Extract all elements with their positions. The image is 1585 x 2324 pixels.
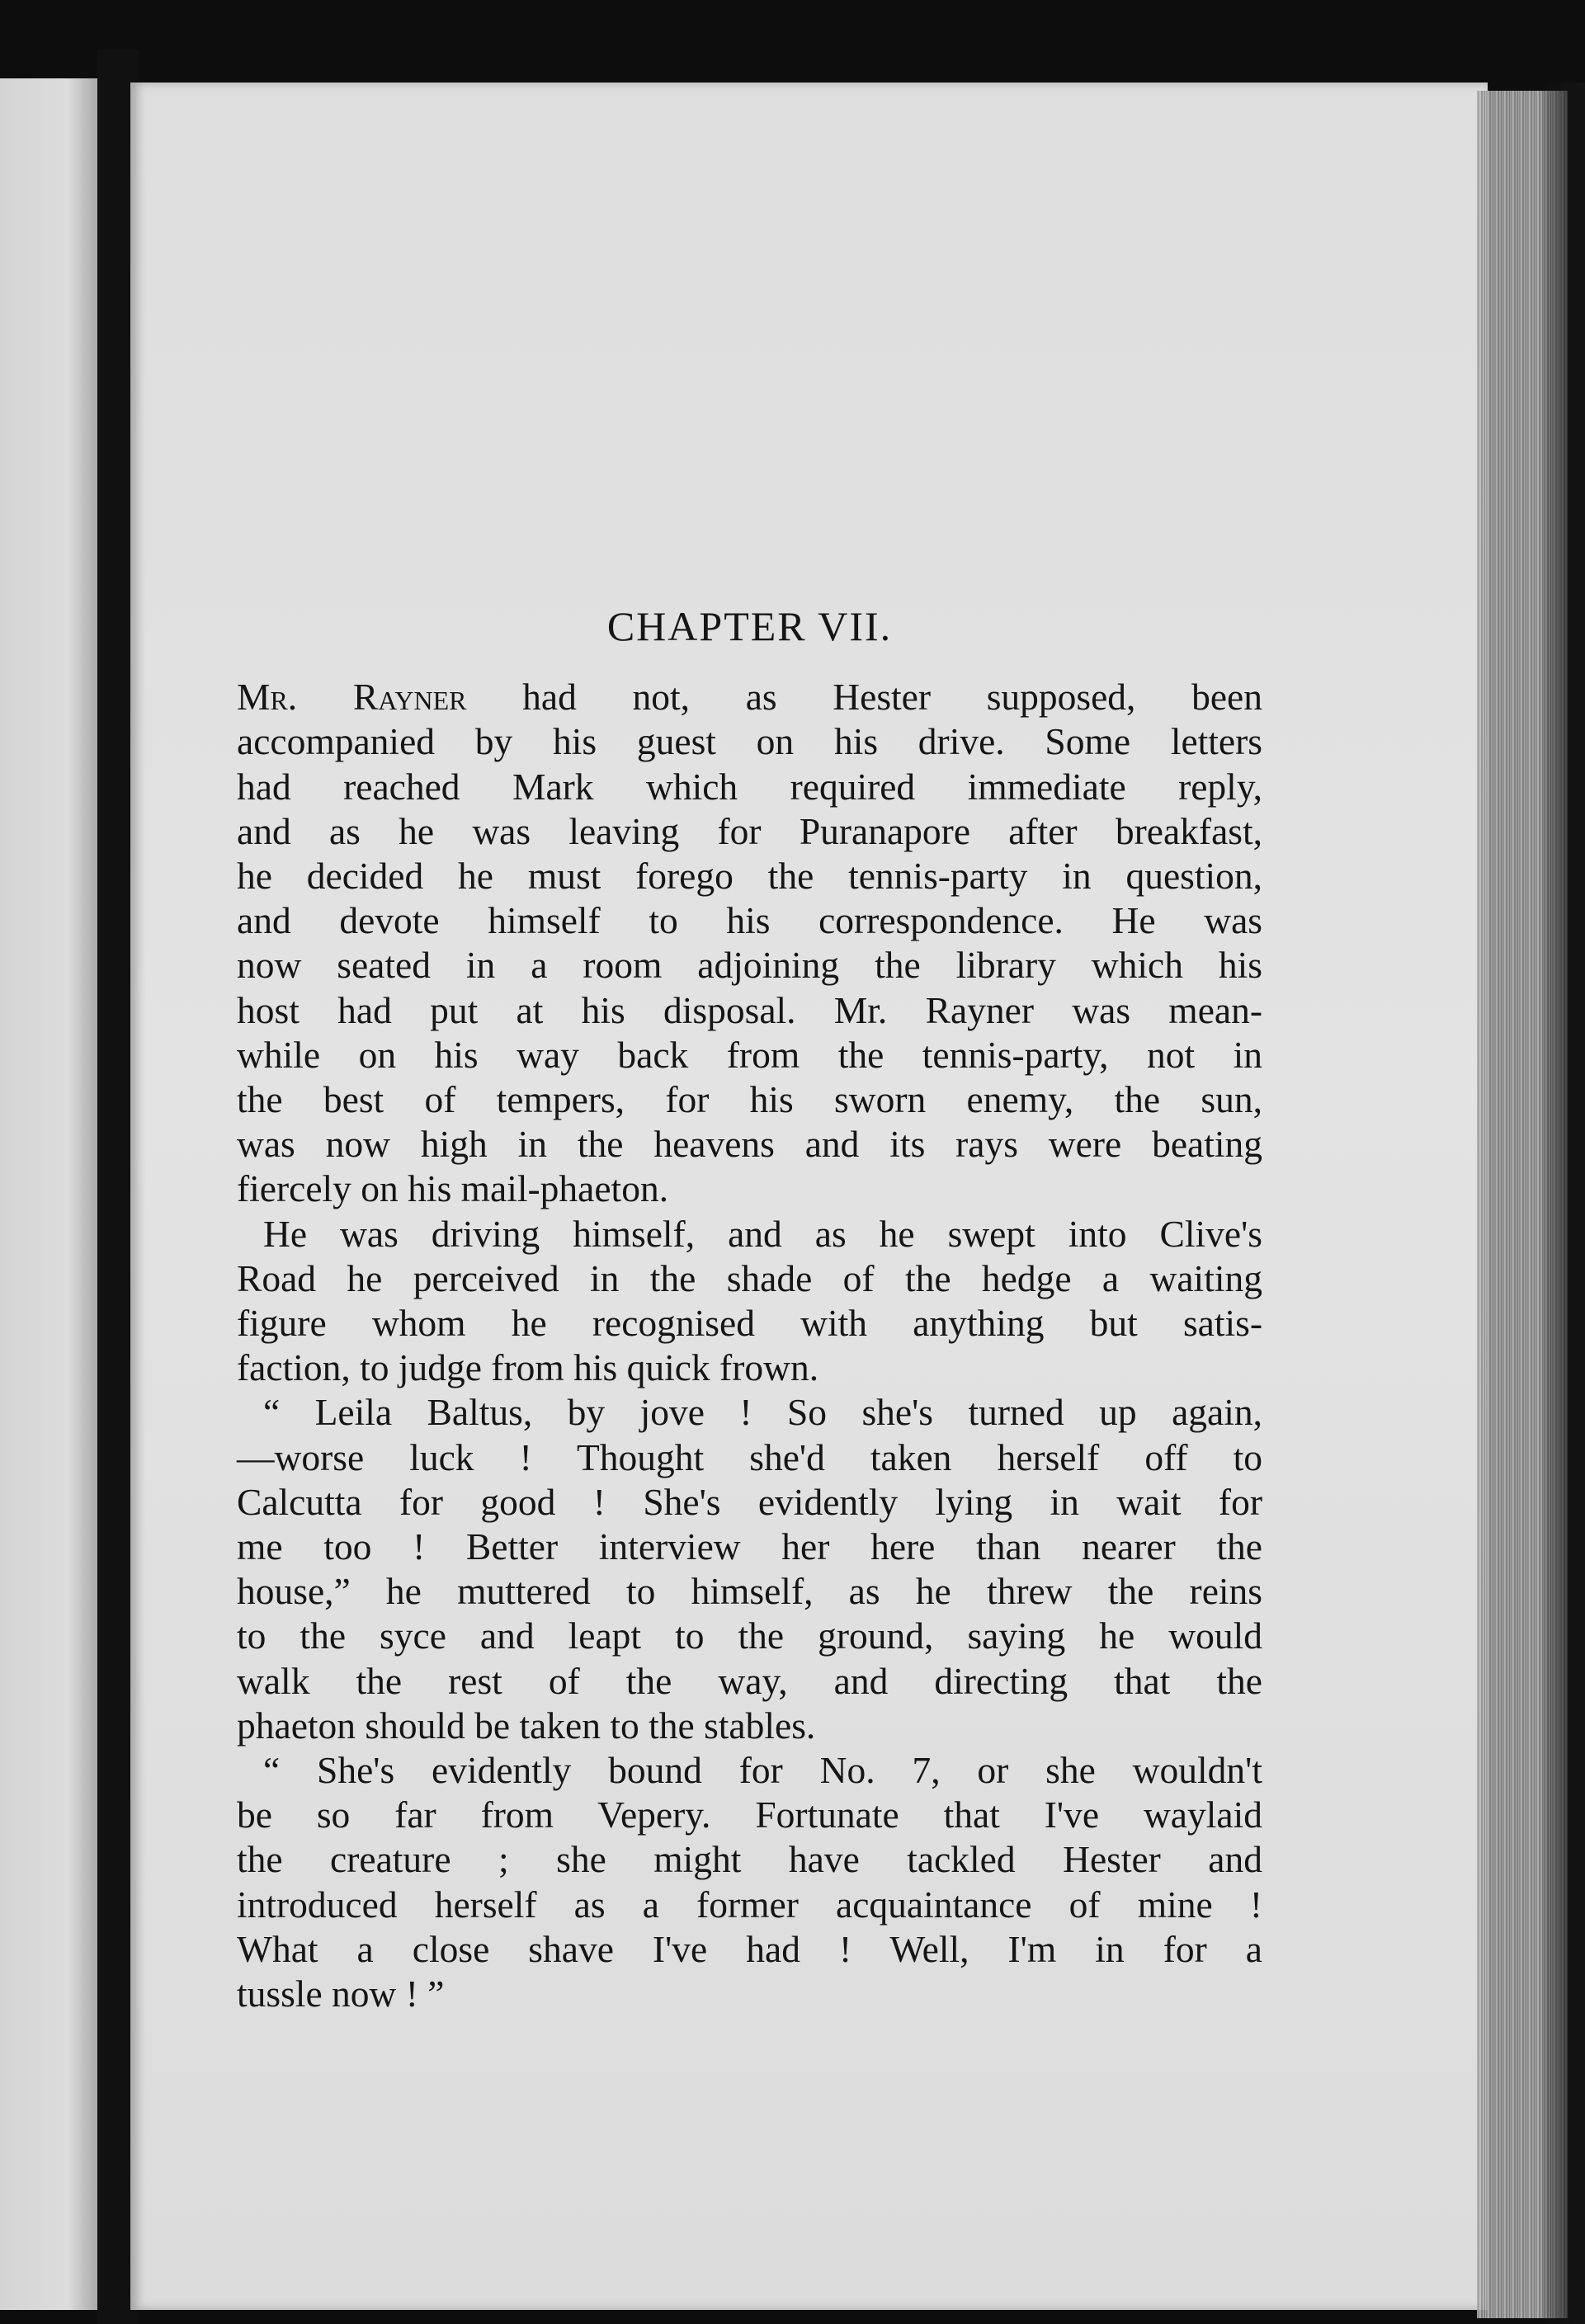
text-line: faction, to judge from his quick frown. bbox=[237, 1346, 819, 1389]
text-line: me too ! Better interview her here than nearer the bbox=[237, 1525, 1262, 1568]
text-line: and devote himself to his correspondence. He was bbox=[237, 899, 1262, 942]
chapter-heading: CHAPTER VII. bbox=[606, 603, 893, 649]
text-line: to the syce and leapt to the ground, saying he would bbox=[237, 1615, 1262, 1657]
facing-page-edge bbox=[0, 78, 97, 2310]
paragraph-4 bbox=[237, 1748, 1262, 2016]
text-line: house,” he muttered to himself, as he threw the reins bbox=[237, 1570, 1262, 1613]
text-line: introduced herself as a former acquaintance of mine ! bbox=[237, 1883, 1262, 1926]
text-line: What a close shave I've had ! Well, I'm in for a bbox=[237, 1927, 1262, 1970]
text-line: walk the rest of the way, and directing that the bbox=[237, 1659, 1262, 1702]
text-line: he decided he must forego the tennis-party in question, bbox=[237, 855, 1262, 898]
text-line: now seated in a room adjoining the library which his bbox=[237, 944, 1262, 987]
text-line: phaeton should be taken to the stables. bbox=[237, 1704, 816, 1747]
page-text bbox=[237, 604, 1262, 2016]
text-line: —worse luck ! Thought she'd taken herself off to bbox=[237, 1435, 1262, 1478]
text-line: and as he was leaving for Puranapore after breakfast, bbox=[237, 809, 1262, 852]
text-line: tussle now ! ” bbox=[237, 1973, 445, 2015]
text-line: while on his way back from the tennis-party, not in bbox=[237, 1033, 1262, 1076]
text-line bbox=[237, 675, 1262, 719]
text-line: figure whom he recognised with anything but satis- bbox=[237, 1302, 1262, 1345]
text-line: He was driving himself, and as he swept into Clive's bbox=[263, 1212, 1262, 1255]
text-line: host had put at his disposal. Mr. Rayner was mean- bbox=[237, 988, 1262, 1031]
text-line: the creature ; she might have tackled Hester and bbox=[237, 1838, 1262, 1881]
page-stack-shadow bbox=[1543, 82, 1585, 2324]
text-line: fiercely on his mail-phaeton. bbox=[237, 1167, 669, 1210]
text-line: be so far from Vepery. Fortunate that I've waylaid bbox=[237, 1794, 1262, 1836]
paragraph-1 bbox=[237, 675, 1262, 1211]
text-line: was now high in the heavens and its rays were beating bbox=[237, 1123, 1262, 1166]
text-line: the best of tempers, for his sworn enemy, the sun, bbox=[237, 1078, 1262, 1121]
text-line: “ She's evidently bound for No. 7, or she wouldn't bbox=[263, 1749, 1262, 1792]
paragraph-3 bbox=[237, 1390, 1262, 1748]
text-line: “ Leila Baltus, by jove ! So she's turned up again, bbox=[263, 1391, 1262, 1434]
lead-rest: had not, as Hester supposed, been bbox=[466, 676, 1262, 719]
text-line: Calcutta for good ! She's evidently lying in wait for bbox=[237, 1480, 1262, 1523]
paragraph-2 bbox=[237, 1212, 1262, 1391]
text-line: had reached Mark which required immediate reply, bbox=[237, 765, 1262, 808]
lead-small-caps: Mr. Rayner bbox=[237, 676, 467, 719]
text-line: Road he perceived in the shade of the hedge a waiting bbox=[237, 1256, 1262, 1299]
text-line: accompanied by his guest on his drive. Some letters bbox=[237, 720, 1262, 763]
